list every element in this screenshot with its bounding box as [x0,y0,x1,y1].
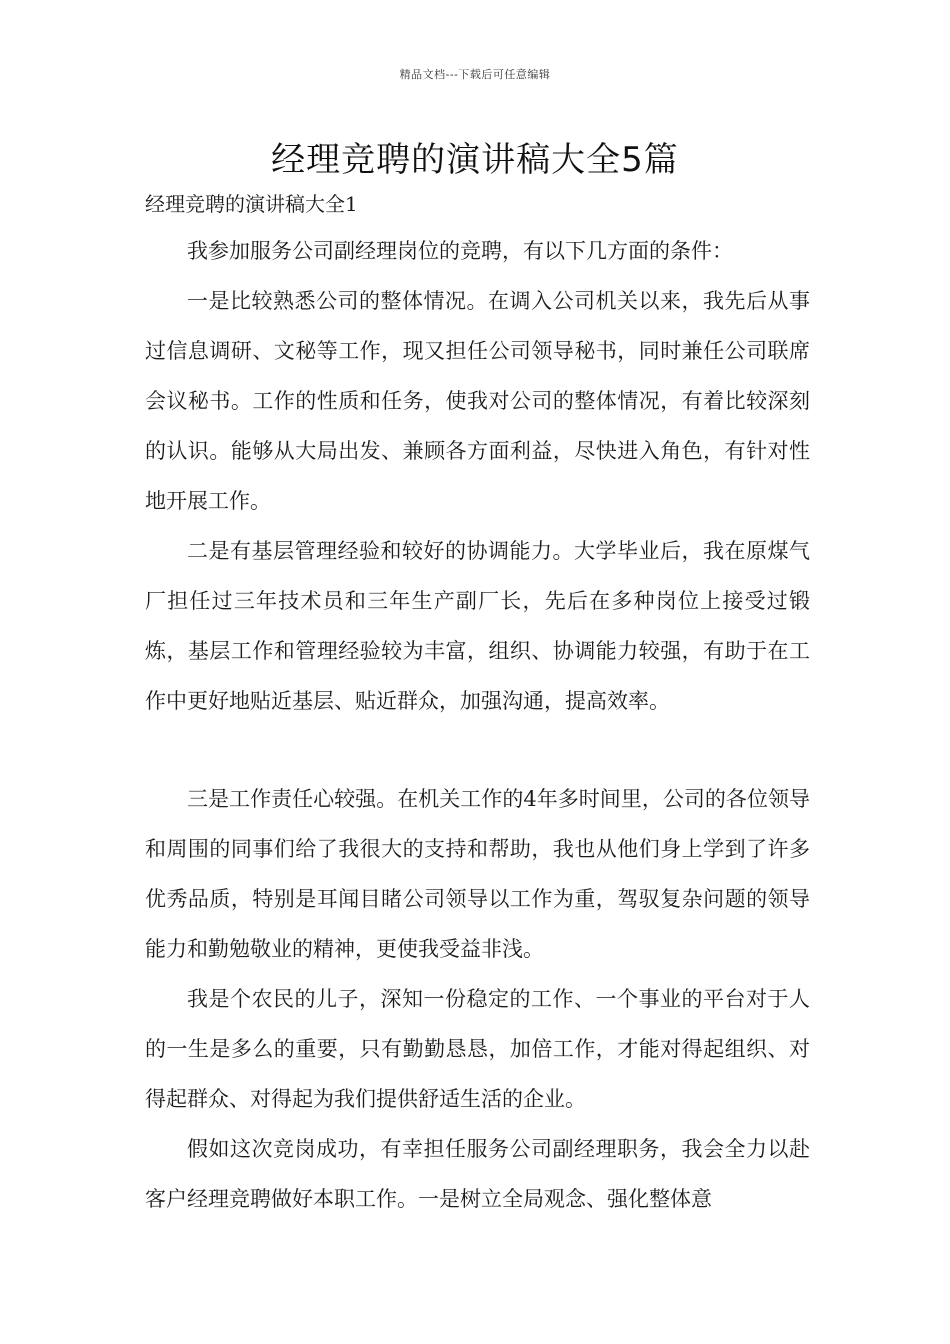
paragraph: 我参加服务公司副经理岗位的竞聘，有以下几方面的条件： [187,239,733,263]
paragraph: 我是个农民的儿子，深知一份稳定的工作、一个事业的平台对于人的一生是多么的重要，只有勤勤恳恳，加倍工作，才能对得起组织、对得起群众、对得起为我们提供舒适生活的企业。 [145,987,810,1111]
header-note: 精品文档---下载后可任意编辑 [399,68,551,81]
section-heading: 经理竞聘的演讲稿大全1 [145,192,358,216]
body-text-part2 [145,774,810,1224]
paragraph: 三是工作责任心较强。在机关工作的4年多时间里，公司的各位领导和周围的同事们给了我很大的支持和帮助，我也从他们身上学到了许多优秀品质，特别是耳闻目睹公司领导以工作为重，驾驭复杂问题的领导能力和勤勉敬业的精神，更使我受益非浅。 [145,787,810,961]
body-text-part1 [145,226,810,726]
paragraph: 假如这次竞岗成功，有幸担任服务公司副经理职务，我会全力以赴客户经理竞聘做好本职工作。一是树立全局观念、强化整体意 [145,1137,810,1211]
document-title: 经理竞聘的演讲稿大全5篇 [271,140,679,180]
paragraph: 二是有基层管理经验和较好的协调能力。大学毕业后，我在原煤气厂担任过三年技术员和三年生产副厂长，先后在多种岗位上接受过锻炼，基层工作和管理经验较为丰富，组织、协调能力较强，有助于在工作中更好地贴近基层、贴近群众，加强沟通，提高效率。 [145,539,810,713]
paragraph: 一是比较熟悉公司的整体情况。在调入公司机关以来，我先后从事过信息调研、文秘等工作，现又担任公司领导秘书，同时兼任公司联席会议秘书。工作的性质和任务，使我对公司的整体情况，有着比较深刻的认识。能够从大局出发、兼顾各方面利益，尽快进入角色，有针对性地开展工作。 [145,289,810,513]
